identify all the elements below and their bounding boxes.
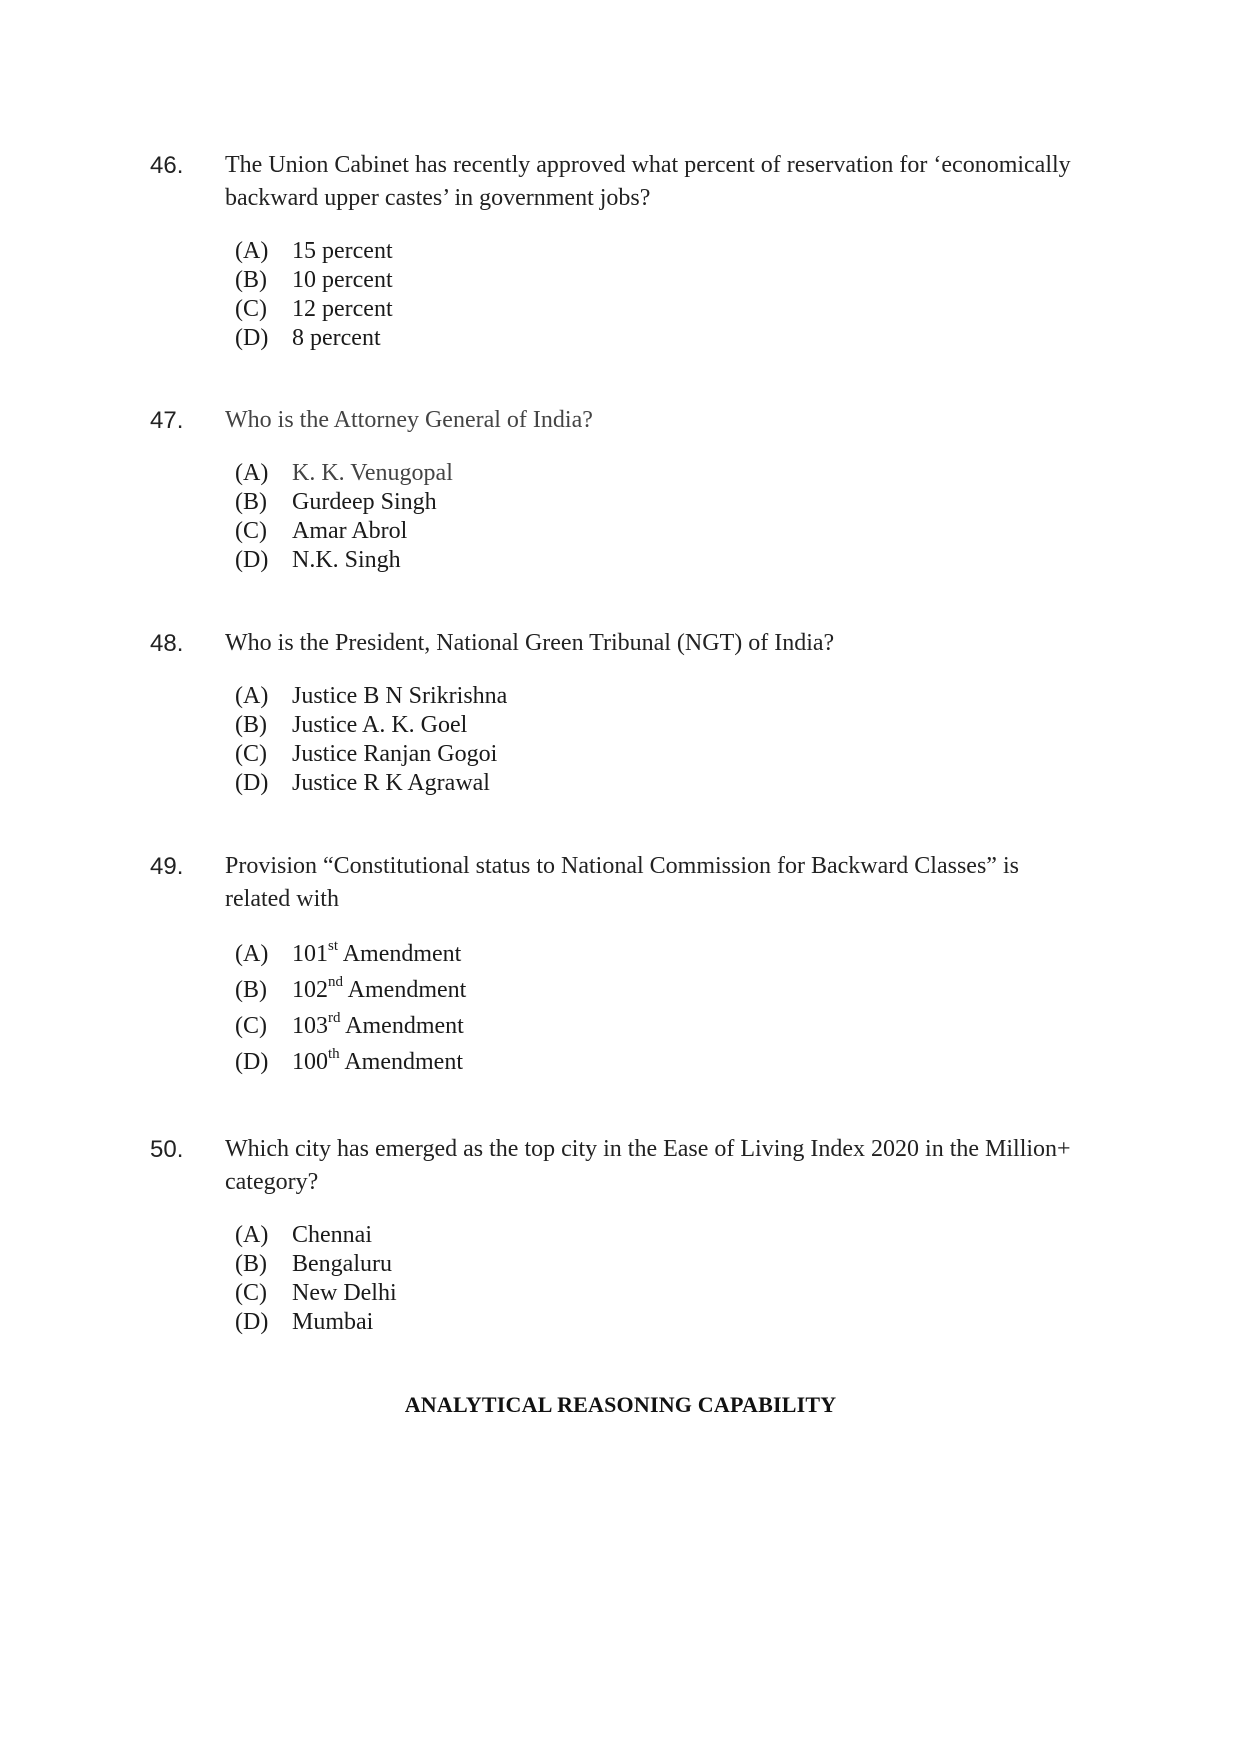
question-number: 46. [150, 152, 184, 179]
question-text: Who is the President, National Green Tribunal (NGT) of India? [225, 630, 835, 656]
question-number: 50. [150, 1136, 184, 1163]
question-text: Provision “Constitutional status to National Commission for Backward Classes” is related with [225, 853, 1019, 912]
question-text: Who is the Attorney General of India? [225, 407, 593, 433]
question-number: 47. [150, 407, 184, 434]
section-heading: ANALYTICAL REASONING CAPABILITY [404, 1392, 837, 1417]
question-number: 49. [150, 853, 184, 880]
question-number: 48. [150, 630, 184, 657]
question-text: Which city has emerged as the top city in the Ease of Living Index 2020 in the Million+ category? [225, 1136, 1071, 1195]
question-text: The Union Cabinet has recently approved what percent of reservation for ‘economically backward upper castes’ in government jobs? [225, 152, 1071, 211]
